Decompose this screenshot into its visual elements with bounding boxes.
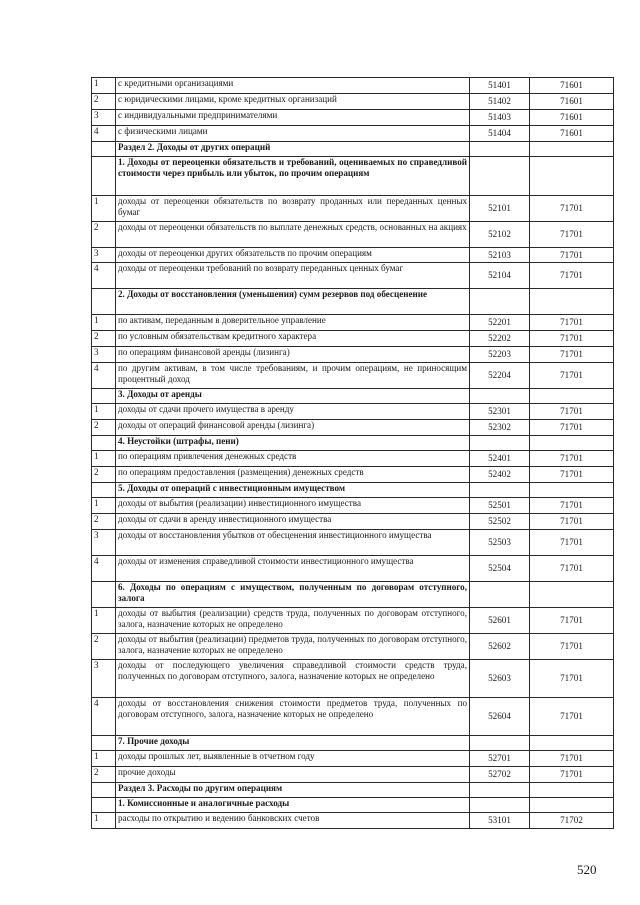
description-cell: с индивидуальными предпринимателями [116,110,470,126]
row-number-cell [92,483,116,498]
symbol-code-cell: 71702 [530,813,614,829]
account-code-cell: 52101 [470,196,530,222]
section-heading-row [92,483,614,498]
account-code-cell [470,436,530,451]
symbol-code-cell: 71701 [530,331,614,347]
accounts-table [91,77,614,829]
account-code-cell: 52402 [470,467,530,483]
account-code-cell: 52301 [470,404,530,420]
table-row [92,660,614,698]
row-number-cell: 3 [92,530,116,556]
row-number-cell [92,798,116,813]
row-number-cell: 1 [92,608,116,634]
symbol-code-cell: 71601 [530,94,614,110]
table-row [92,498,614,514]
page-number: 520 [577,862,597,877]
account-code-cell: 52104 [470,263,530,289]
row-number-cell: 3 [92,248,116,263]
account-code-cell: 52604 [470,698,530,736]
description-cell: доходы от изменения справедливой стоимости инвестиционного имущества [116,556,470,582]
symbol-code-cell [530,736,614,751]
symbol-code-cell: 71701 [530,222,614,248]
symbol-code-cell: 71701 [530,315,614,331]
description-cell: доходы прошлых лет, выявленные в отчетном году [116,751,470,767]
account-code-cell: 52102 [470,222,530,248]
description-cell: по условным обязательствам кредитного характера [116,331,470,347]
account-code-cell: 52401 [470,451,530,467]
row-number-cell [92,157,116,196]
table-row [92,248,614,263]
section-heading-row [92,582,614,608]
account-code-cell: 52202 [470,331,530,347]
account-code-cell: 53101 [470,813,530,829]
row-number-cell: 4 [92,556,116,582]
table-row [92,698,614,736]
description-cell: 4. Неустойки (штрафы, пени) [116,436,470,451]
section-heading-row [92,157,614,196]
row-number-cell: 2 [92,767,116,783]
table-row [92,530,614,556]
table-row [92,467,614,483]
description-cell: по операциям финансовой аренды (лизинга) [116,347,470,363]
account-code-cell: 52602 [470,634,530,660]
section-heading-row [92,289,614,315]
symbol-code-cell: 71701 [530,514,614,530]
table-row [92,78,614,94]
symbol-code-cell: 71701 [530,467,614,483]
account-code-cell: 52601 [470,608,530,634]
row-number-cell: 3 [92,110,116,126]
symbol-code-cell [530,483,614,498]
symbol-code-cell: 71701 [530,751,614,767]
table-row [92,196,614,222]
description-cell: по активам, переданным в доверительное управление [116,315,470,331]
row-number-cell: 2 [92,331,116,347]
account-code-cell [470,142,530,157]
row-number-cell [92,389,116,404]
symbol-code-cell: 71701 [530,608,614,634]
account-code-cell [470,483,530,498]
description-cell: 6. Доходы по операциям с имуществом, полученным по договорам отступного, залога [116,582,470,608]
account-code-cell: 52302 [470,420,530,436]
symbol-code-cell [530,783,614,798]
section-heading-row [92,783,614,798]
row-number-cell: 4 [92,263,116,289]
row-number-cell [92,582,116,608]
table-row [92,420,614,436]
account-code-cell: 51401 [470,78,530,94]
description-cell: с физическими лицами [116,126,470,142]
table-row [92,556,614,582]
symbol-code-cell: 71601 [530,78,614,94]
table-row [92,222,614,248]
account-code-cell [470,582,530,608]
description-cell: доходы от переоценки требований по возврату переданных ценных бумаг [116,263,470,289]
account-code-cell: 52201 [470,315,530,331]
account-code-cell [470,783,530,798]
accounts-table-body [92,78,614,829]
row-number-cell: 4 [92,126,116,142]
description-cell: 1. Комиссионные и аналогичные расходы [116,798,470,813]
description-cell: 3. Доходы от аренды [116,389,470,404]
account-code-cell [470,798,530,813]
row-number-cell: 2 [92,420,116,436]
description-cell: расходы по открытию и ведению банковских счетов [116,813,470,829]
description-cell: Раздел 2. Доходы от других операций [116,142,470,157]
section-heading-row [92,142,614,157]
description-cell: Раздел 3. Расходы по другим операциям [116,783,470,798]
row-number-cell: 2 [92,94,116,110]
description-cell: доходы от сдачи в аренду инвестиционного имущества [116,514,470,530]
account-code-cell: 52501 [470,498,530,514]
description-cell: доходы от последующего увеличения справедливой стоимости средств труда, полученных по договорам отступного, залога, назначение которых не определено [116,660,470,698]
account-code-cell: 51402 [470,94,530,110]
table-row [92,767,614,783]
description-cell: доходы от выбытия (реализации) предметов труда, полученных по договорам отступного, залога, назначение которых не определено [116,634,470,660]
row-number-cell [92,783,116,798]
symbol-code-cell [530,157,614,196]
symbol-code-cell: 71701 [530,263,614,289]
description-cell: доходы от восстановления снижения стоимости предметов труда, полученных по договорам отступного, залога, назначение которых не определено [116,698,470,736]
description-cell: доходы от сдачи прочего имущества в аренду [116,404,470,420]
description-cell: 1. Доходы от переоценки обязательств и требований, оцениваемых по справедливой стоимости через прибыль или убыток, по прочим операциям [116,157,470,196]
row-number-cell: 1 [92,78,116,94]
row-number-cell: 2 [92,634,116,660]
account-code-cell: 51403 [470,110,530,126]
table-row [92,363,614,389]
description-cell: по операциям привлечения денежных средств [116,451,470,467]
description-cell: доходы от операций финансовой аренды (лизинга) [116,420,470,436]
table-row [92,347,614,363]
description-cell: доходы от выбытия (реализации) средств труда, полученных по договорам отступного, залога, назначение которых не определено [116,608,470,634]
account-code-cell: 52502 [470,514,530,530]
account-code-cell [470,157,530,196]
description-cell: доходы от выбытия (реализации) инвестиционного имущества [116,498,470,514]
symbol-code-cell: 71701 [530,634,614,660]
row-number-cell [92,142,116,157]
row-number-cell: 1 [92,451,116,467]
symbol-code-cell: 71701 [530,196,614,222]
symbol-code-cell: 71701 [530,767,614,783]
table-row [92,608,614,634]
description-cell: с юридическими лицами, кроме кредитных организаций [116,94,470,110]
symbol-code-cell: 71701 [530,420,614,436]
table-row [92,331,614,347]
table-row [92,404,614,420]
section-heading-row [92,798,614,813]
table-row [92,813,614,829]
table-row [92,315,614,331]
symbol-code-cell: 71701 [530,404,614,420]
row-number-cell: 1 [92,315,116,331]
table-row [92,451,614,467]
row-number-cell: 2 [92,514,116,530]
section-heading-row [92,736,614,751]
symbol-code-cell: 71701 [530,347,614,363]
description-cell: доходы от переоценки других обязательств по прочим операциям [116,248,470,263]
symbol-code-cell: 71601 [530,110,614,126]
table-row [92,514,614,530]
description-cell: по другим активам, в том числе требованиям, и прочим операциям, не приносящим процентный доход [116,363,470,389]
row-number-cell [92,736,116,751]
symbol-code-cell: 71701 [530,498,614,514]
account-code-cell: 52702 [470,767,530,783]
description-cell: 5. Доходы от операций с инвестиционным имуществом [116,483,470,498]
description-cell: доходы от восстановления убытков от обесценения инвестиционного имущества [116,530,470,556]
section-heading-row [92,436,614,451]
table-row [92,94,614,110]
symbol-code-cell: 71701 [530,556,614,582]
symbol-code-cell: 71601 [530,126,614,142]
table-row [92,751,614,767]
symbol-code-cell: 71701 [530,363,614,389]
row-number-cell: 2 [92,467,116,483]
symbol-code-cell: 71701 [530,248,614,263]
description-cell: по операциям предоставления (размещения) денежных средств [116,467,470,483]
symbol-code-cell: 71701 [530,451,614,467]
description-cell: с кредитными организациями [116,78,470,94]
description-cell: 2. Доходы от восстановления (уменьшения) сумм резервов под обесценение [116,289,470,315]
account-code-cell: 52603 [470,660,530,698]
row-number-cell: 4 [92,698,116,736]
table-row [92,110,614,126]
table-row [92,126,614,142]
account-code-cell: 52204 [470,363,530,389]
account-code-cell: 52504 [470,556,530,582]
symbol-code-cell [530,798,614,813]
row-number-cell: 1 [92,813,116,829]
row-number-cell [92,436,116,451]
table-row [92,634,614,660]
account-code-cell [470,389,530,404]
row-number-cell [92,289,116,315]
account-code-cell [470,736,530,751]
row-number-cell: 1 [92,196,116,222]
row-number-cell: 3 [92,347,116,363]
row-number-cell: 3 [92,660,116,698]
account-code-cell: 52103 [470,248,530,263]
symbol-code-cell: 71701 [530,698,614,736]
row-number-cell: 1 [92,404,116,420]
section-heading-row [92,389,614,404]
description-cell: прочие доходы [116,767,470,783]
row-number-cell: 1 [92,498,116,514]
account-code-cell: 52701 [470,751,530,767]
account-code-cell: 51404 [470,126,530,142]
account-code-cell: 52203 [470,347,530,363]
symbol-code-cell: 71701 [530,530,614,556]
table-row [92,263,614,289]
description-cell: 7. Прочие доходы [116,736,470,751]
symbol-code-cell [530,582,614,608]
symbol-code-cell [530,142,614,157]
account-code-cell: 52503 [470,530,530,556]
row-number-cell: 1 [92,751,116,767]
row-number-cell: 2 [92,222,116,248]
description-cell: доходы от переоценки обязательств по возврату проданных или переданных ценных бумаг [116,196,470,222]
symbol-code-cell [530,389,614,404]
description-cell: доходы от переоценки обязательств по выплате денежных средств, основанных на акциях [116,222,470,248]
symbol-code-cell [530,436,614,451]
row-number-cell: 4 [92,363,116,389]
symbol-code-cell: 71701 [530,660,614,698]
symbol-code-cell [530,289,614,315]
account-code-cell [470,289,530,315]
